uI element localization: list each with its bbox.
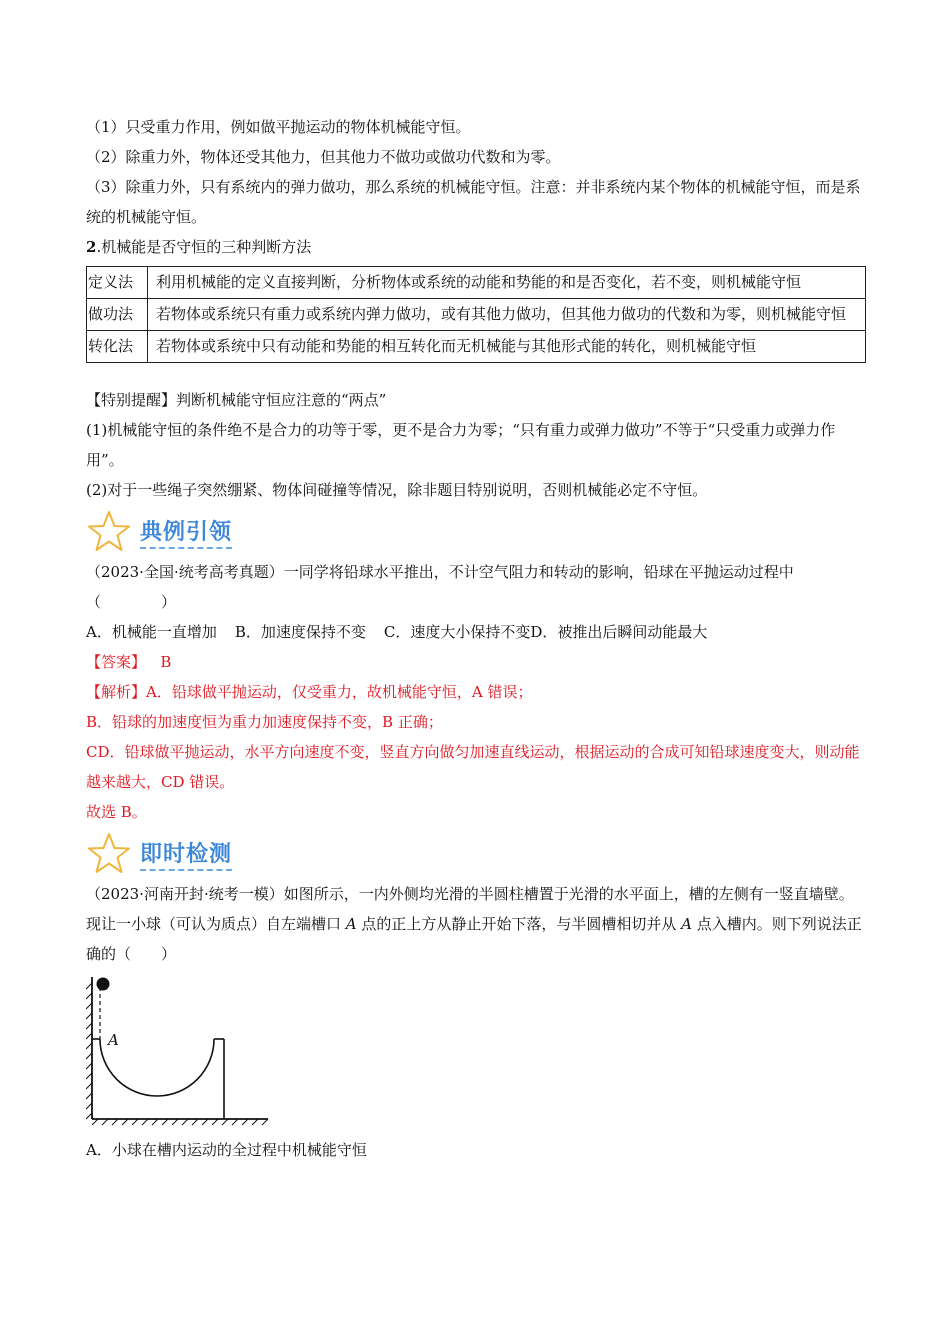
answer-value: B xyxy=(160,653,172,671)
half-cylinder-groove-figure xyxy=(86,973,286,1133)
methods-heading-num: 2 xyxy=(86,238,97,256)
example-question: （2023·全国·统考高考真题）一同学将铅球水平推出，不计空气阻力和转动的影响，铅球在平抛运动过程中（ ） xyxy=(86,563,794,611)
example-section-title xyxy=(86,509,866,553)
question-text: （2023·河南开封·统考一模）如图所示，一内外侧均光滑的半圆柱槽置于光滑的水平面上，槽的左侧有一竖直墙壁。现让一小球（可认为质点）自左端槽口 xyxy=(86,885,854,933)
ball-icon xyxy=(97,978,110,991)
example-options xyxy=(86,617,866,647)
title-underline xyxy=(140,547,232,549)
figure-point-a-label: A xyxy=(108,1031,119,1049)
analysis-text: A．铅球做平抛运动，仅受重力，故机械能守恒，A 错误； xyxy=(146,683,533,701)
example-title: 典例引领 xyxy=(140,520,233,545)
condition-2: （2）除重力外，物体还受其他力，但其他力不做功或做功代数和为零。 xyxy=(86,148,561,166)
answer-line xyxy=(86,647,866,677)
point-a-label: A xyxy=(681,915,693,933)
methods-table xyxy=(86,266,866,363)
option-c: C．速度大小保持不变 xyxy=(383,623,531,641)
page-content xyxy=(86,112,866,1165)
star-icon xyxy=(86,509,132,553)
option-d: D．被推出后瞬间动能最大 xyxy=(530,623,708,641)
methods-heading-text: .机械能是否守恒的三种判断方法 xyxy=(96,238,312,256)
method-desc: 利用机械能的定义直接判断，分析物体或系统的动能和势能的和是否变化，若不变，则机械能守恒 xyxy=(148,267,866,299)
condition-3: （3）除重力外，只有系统内的弹力做功，那么系统的机械能守恒。注意：并非系统内某个物体的机械能守恒，而是系统的机械能守恒。 xyxy=(86,178,861,226)
check-section-title xyxy=(86,831,866,875)
option-a: A．机械能一直增加 xyxy=(86,623,217,641)
check-option-a: A．小球在槽内运动的全过程中机械能守恒 xyxy=(86,1141,367,1159)
analysis-line-4: 故选 B。 xyxy=(86,803,147,821)
check-title: 即时检测 xyxy=(140,842,233,867)
analysis-label: 【解析】 xyxy=(86,683,147,701)
method-name: 转化法 xyxy=(87,331,148,363)
question-text: 点入槽内。则下列说法正确的（ ） xyxy=(86,915,862,963)
condition-1: （1）只受重力作用，例如做平抛运动的物体机械能守恒。 xyxy=(86,118,471,136)
reminder-item-1: (1)机械能守恒的条件绝不是合力的功等于零，更不是合力为零；“只有重力或弹力做功”不等于“只受重力或弹力作用”。 xyxy=(86,421,836,469)
table-row xyxy=(87,267,866,299)
table-row xyxy=(87,331,866,363)
check-question xyxy=(86,879,866,969)
method-name: 做功法 xyxy=(87,299,148,331)
star-icon xyxy=(86,831,132,875)
method-desc: 若物体或系统只有重力或系统内弹力做功，或有其他力做功，但其他力做功的代数和为零，则机械能守恒 xyxy=(148,299,866,331)
question-text: 点的正上方从静止开始下落，与半圆槽相切并从 xyxy=(356,915,682,933)
point-a-label: A xyxy=(345,915,357,933)
reminder-item-2: (2)对于一些绳子突然绷紧、物体间碰撞等情况，除非题目特别说明，否则机械能必定不守恒。 xyxy=(86,481,708,499)
title-underline xyxy=(140,869,232,871)
option-b: B．加速度保持不变 xyxy=(234,623,366,641)
analysis-line-2: B．铅球的加速度恒为重力加速度保持不变，B 正确； xyxy=(86,713,443,731)
table-row xyxy=(87,299,866,331)
analysis-line-1 xyxy=(86,677,866,707)
analysis-line-3: CD．铅球做平抛运动，水平方向速度不变，竖直方向做匀加速直线运动，根据运动的合成可知铅球速度变大，则动能越来越大，CD 错误。 xyxy=(86,743,860,791)
methods-heading xyxy=(86,232,866,262)
groove-diagram xyxy=(86,973,286,1133)
answer-label: 【答案】 xyxy=(86,653,147,671)
method-desc: 若物体或系统中只有动能和势能的相互转化而无机械能与其他形式能的转化，则机械能守恒 xyxy=(148,331,866,363)
method-name: 定义法 xyxy=(87,267,148,299)
reminder-title: 【特别提醒】判断机械能守恒应注意的“两点” xyxy=(86,391,387,409)
